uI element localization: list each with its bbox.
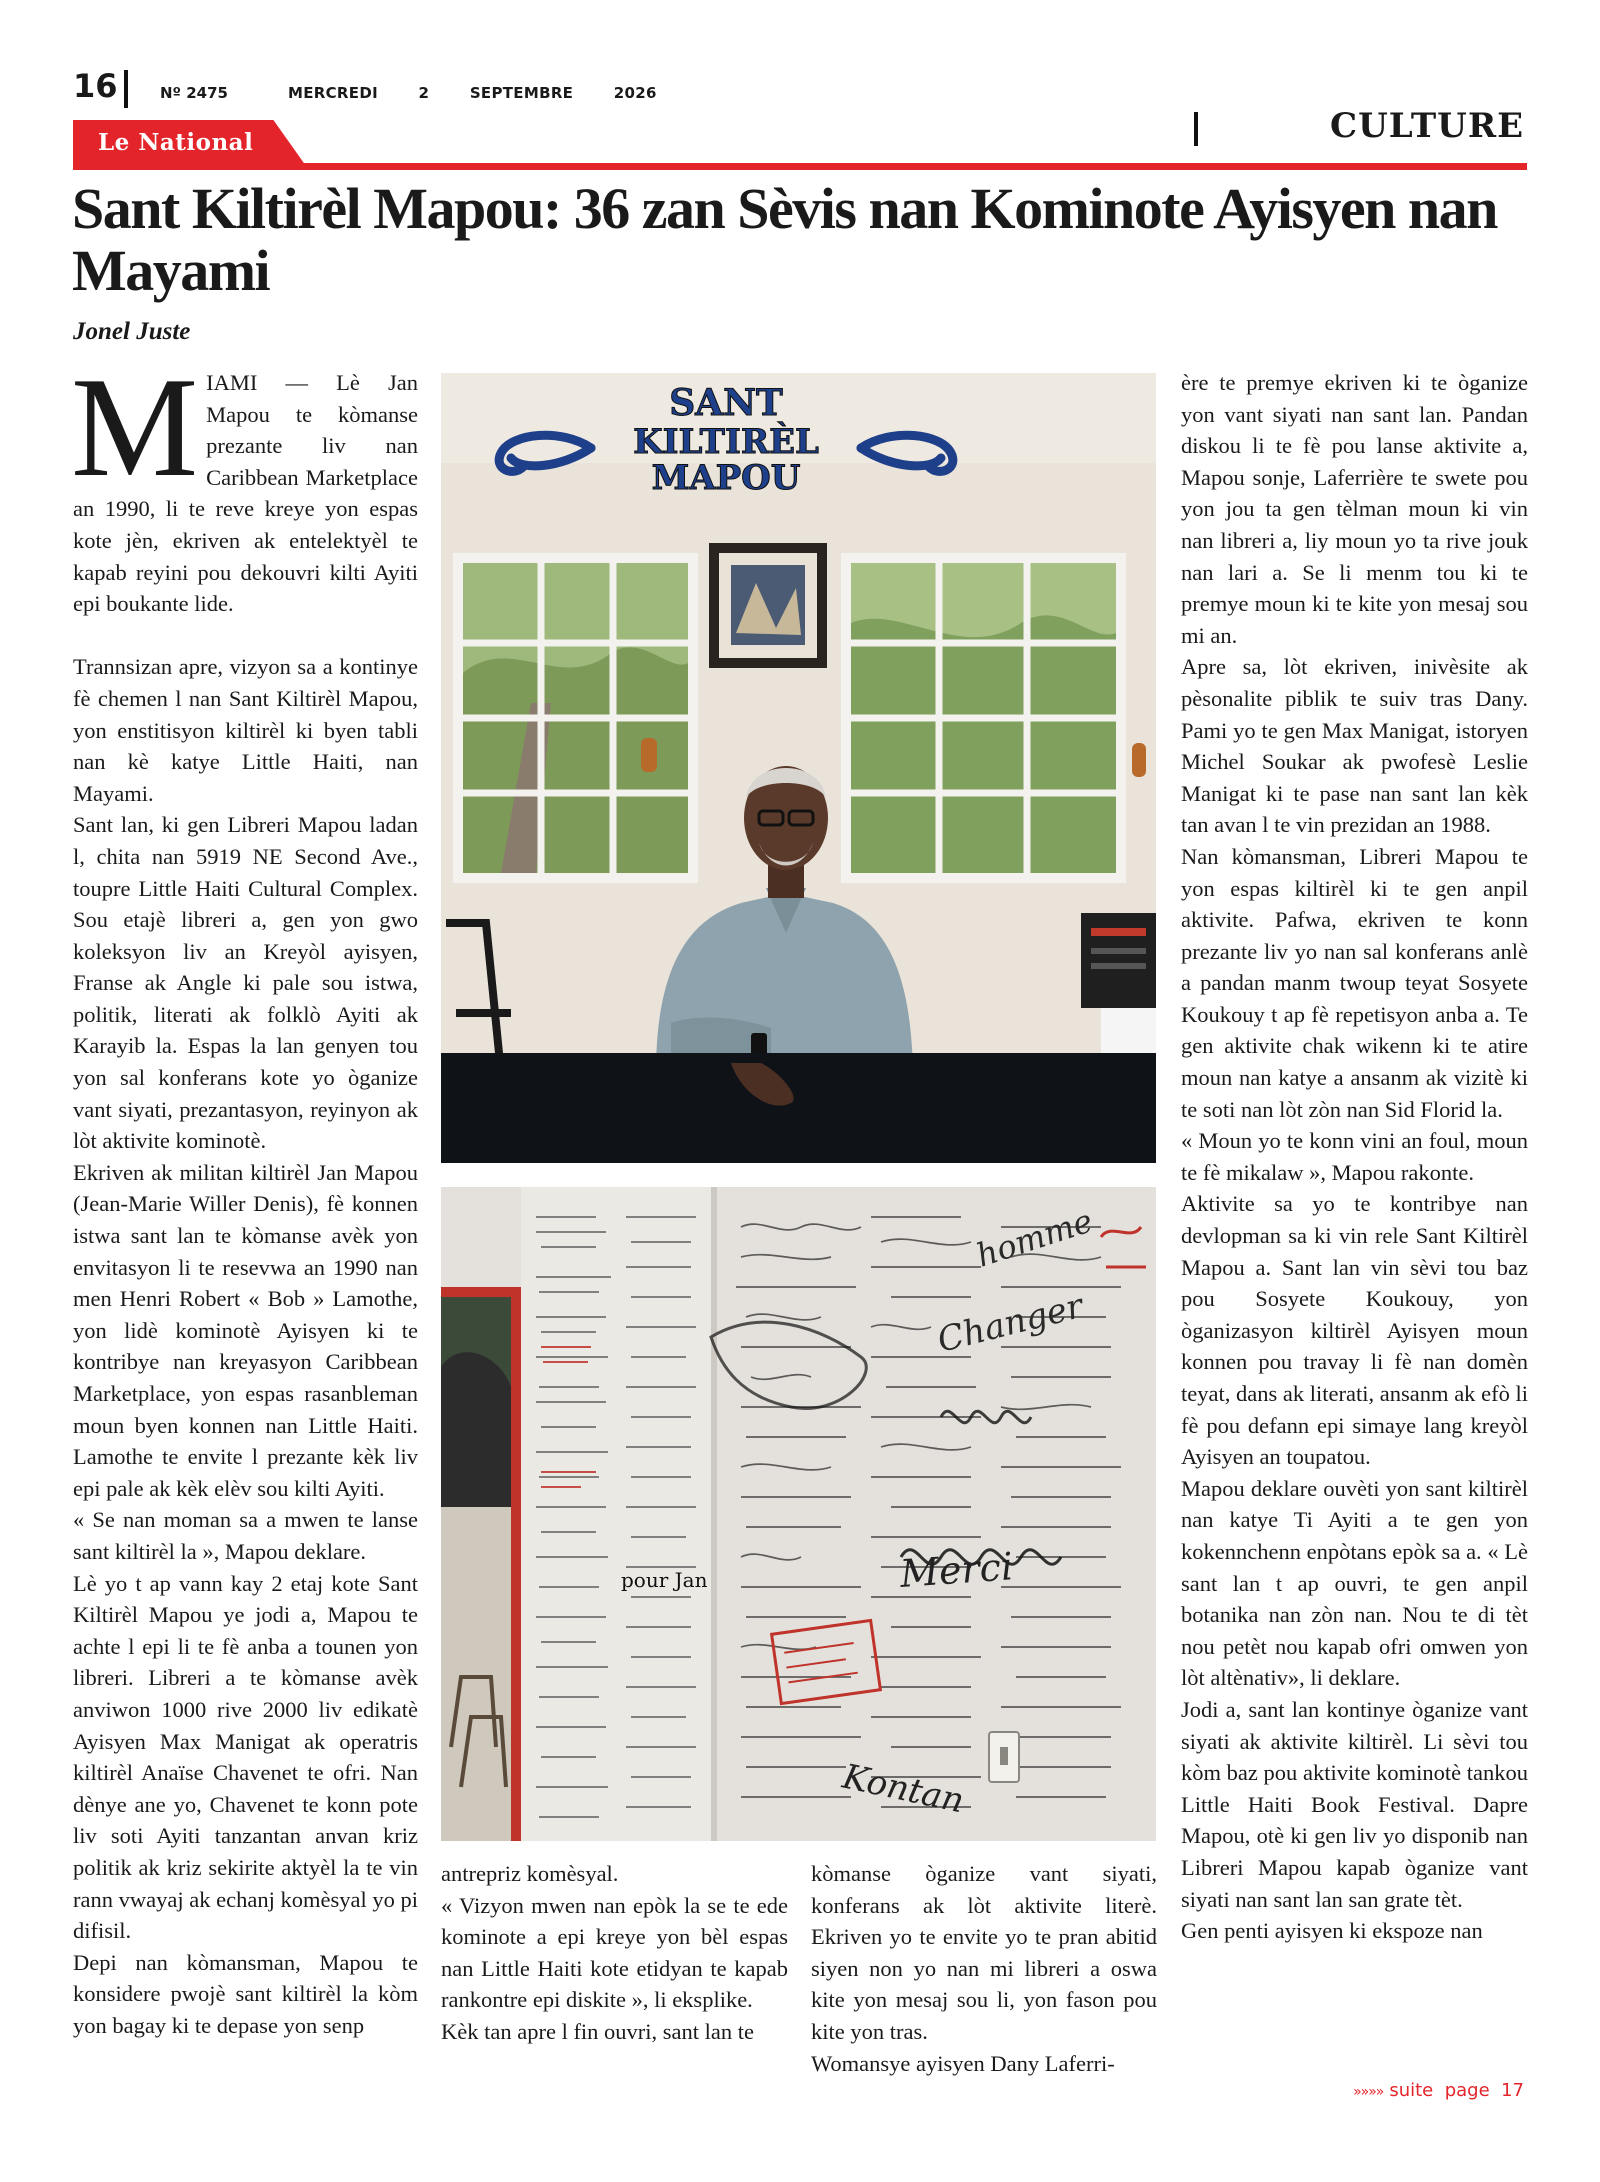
article-column-2 xyxy=(441,1858,788,2048)
paragraph: Sant lan, ki gen Libreri Mapou ladan l, chita nan 5919 NE Second Ave., toupre Little Haiti Cultural Complex. Sou etajè libreri a, gen yon gwo koleksyon liv an Kreyòl ayisyen, Franse ak Angle ki pale sou istwa, politik, literati ak folklò Ayiti ak Karayib la. Espas la lan genyen tou yon sal konferans kote yo òganize vant siyati, prezantasyon, reyinyon ak lòt aktivite kominotè. xyxy=(73,812,418,1154)
window-left xyxy=(453,553,698,883)
paragraph: Apre sa, lòt ekriven, inivèsite ak pèsonalite piblik te suiv tras Dany. Pami yo te gen Max Manigat, istoryen Michel Soukar ak pwofesè Leslie Manigat ki te pase nan sant lan kèk tan avan l te vin prezidan an 1988. xyxy=(1181,654,1528,838)
paragraph: Nan kòmansman, Libreri Mapou te yon espas kiltirèl ki te gen anpil aktivite. Pafwa, ekriven te konn prezante liv yo nan sal konferans anlè a pandan manm twoup teyat Sosyete Koukouy t ap fè repetisyon anba a. Te gen aktivite chak wikenn ki te atire moun nan katye a ansanm ak vizitè ki te soti nan lòt zòn nan Sid Florid la. xyxy=(1181,843,1528,1122)
doorway xyxy=(441,1287,521,1841)
section-divider xyxy=(1194,112,1198,146)
wall-pillar xyxy=(521,1187,716,1841)
header-divider xyxy=(124,70,128,108)
continued-on-page[interactable] xyxy=(1353,2080,1524,2101)
paragraph: antrepriz komèsyal. xyxy=(441,1861,619,1886)
wall-word: Merci xyxy=(898,1544,1015,1596)
continue-label: suite page 17 xyxy=(1389,2080,1524,2101)
black-table xyxy=(441,1053,1156,1163)
photo-signed-wall xyxy=(441,1187,1156,1841)
paragraph: Aktivite sa yo te kontribye nan devlopman sa ki vin rele Sant Kiltirèl Mapou a. Sant lan vin sèvi tou baz pou Sosyete Koukouy, yon òganizasyon kiltirèl Ayisyen moun konnen pou travay li fè nan domèn teyat, dans ak literati, ansanm ak efò li fè pou defann epi simaye lang kreyòl Ayisyen an toupatou. xyxy=(1181,1191,1528,1470)
wall-decor xyxy=(1132,743,1146,777)
article-headline: Sant Kiltirèl Mapou: 36 zan Sèvis nan Kominote Ayisyen nan Mayami xyxy=(72,176,1497,303)
sign-text-line1: SANT xyxy=(669,382,783,424)
sign-text-line2: KILTIRÈL xyxy=(633,422,819,462)
paragraph: Mapou deklare ouvèti yon sant kiltirèl nan katye Ti Ayiti a te gen yon kokennchenn enpòtans epòk sa a. « Lè sant lan t ap ouvri, te gen anpil botanika nan zòn nan. Nou te di tèt nou petèt nou kapab ofri omwen yon lòt altènativ», li deklare. xyxy=(1181,1475,1528,1691)
publication-name: Le National xyxy=(98,129,254,156)
article-column-1 xyxy=(71,348,418,2041)
paragraph: Ekriven ak militan kiltirèl Jan Mapou (Jean-Marie Willer Denis), fè konnen istwa sant lan te kòmanse avèk yon envitasyon li te resevwa an 1990 nan men Henri Robert « Bob » Lamothe, yon lidè kominotè Ayisyen ki te kontribye nan kreyasyon Caribbean Marketplace, yon espas rasanbleman moun byen konnen nan Little Haiti. Lamothe te envite l prezante kèk liv epi pale ak kèk elèv sou kilti Ayiti. xyxy=(73,1159,418,1501)
wall-word: homme xyxy=(971,1201,1098,1275)
article-column-4 xyxy=(1181,367,1528,1947)
paragraph: Womansye ayisyen Dany Laferri- xyxy=(811,2050,1115,2076)
section-name: CULTURE xyxy=(1330,106,1524,146)
issue-date: MERCREDI 2 SEPTEMBRE 2026 xyxy=(288,84,657,102)
paragraph: Depi nan kòmansman, Mapou te konsidere pwojè sant kiltirèl la kòm yon bagay ki te depase yon senp xyxy=(73,1949,418,2038)
paragraph: ère te premye ekriven ki te òganize yon vant siyati nan sant lan. Pandan diskou li te fè pou lanse aktivite a, Mapou sonje, Laferrière te swete pou yon jou ta gen tèlman moun ki vin nan libreri a, liy moun yo ta rive jouk nan lari a. Se li menm tou ki te premye moun ki te kite yon mesaj sou mi an. xyxy=(1181,370,1528,648)
paragraph: Lè yo t ap vann kay 2 etaj kote Sant Kiltirèl Mapou ye jodi a, Mapou te achte l epi li te fè anba a tounen yon libreri. Libreri a te kòmanse avèk anviwon 1000 rive 2000 liv edikatè Ayisyen Max Manigat ak operatris kiltirèl Anaïse Chavenet te ofri. Nan dènye ane yo, Chavenet te konn pote liv soti Ayiti tanzantan anvan kriz politik ak kriz sekirite aktyèl la te vin rann vwayaj ak echanj komèsyal yo pi difisil. xyxy=(73,1570,418,1944)
window-right xyxy=(841,553,1126,883)
wall-word: Kontan xyxy=(839,1756,968,1822)
paragraph: « Moun yo te konn vini an foul, moun te fè mikalaw », Mapou rakonte. xyxy=(1181,1128,1528,1185)
page-number: 16 xyxy=(73,67,118,105)
framed-artwork xyxy=(709,543,827,668)
wall-decor xyxy=(641,738,657,772)
paragraph: Trannsizan apre, vizyon sa a kontinye fè chemen l nan Sant Kiltirèl Mapou, yon enstitisyon kiltirèl ki byen tabli nan kè katye Little Haiti, nan Mayami. xyxy=(73,654,418,806)
paragraph: « Vizyon mwen nan epòk la se te ede kominote a epi kreye yon bèl espas nan Little Haiti kote etidyan te kapab rankontre epi diskite », li eksplike. xyxy=(441,1892,788,2013)
paragraph: Gen penti ayisyen ki ekspoze nan xyxy=(1181,1918,1483,1944)
article-byline: Jonel Juste xyxy=(73,318,191,345)
article-column-3 xyxy=(811,1858,1157,2079)
lead-paragraph: MIAMI — Lè Jan Mapou te kòmanse prezante liv nan Caribbean Marketplace an 1990, li te reve kreye yon espas kote jèn, ekriven ak entelektyèl te kapab reyini pou dekouvri kilti Ayiti epi boukante lide. xyxy=(71,348,418,617)
paragraph: Jodi a, sant lan kontinye òganize vant siyati ak aktivite kiltirèl. Li sèvi tou kòm baz pou aktivite kominotè tankou Little Haiti Book Festival. Dapre Mapou, otè ki gen liv yo disponib nan Libreri Mapou kapab òganize vant siyati nan sant lan san grate tèt. xyxy=(1181,1696,1528,1912)
drop-cap: M xyxy=(71,348,199,506)
paragraph: « Se nan moman sa a mwen te lanse sant kiltirèl la », Mapou deklare. xyxy=(73,1507,418,1564)
sign-text-line3: MAPOU xyxy=(651,458,801,498)
continue-arrows-icon: »»»» xyxy=(1353,2084,1384,2100)
wall-word: Changer xyxy=(933,1286,1087,1361)
wall-word: pour Jan xyxy=(621,1568,708,1592)
issue-number: Nº 2475 xyxy=(160,84,228,102)
photo-mapou-seated xyxy=(441,373,1156,1163)
paragraph: Kèk tan apre l fin ouvri, sant lan te xyxy=(441,2018,755,2044)
paragraph: kòmanse òganize vant siyati, konferans ak lòt aktivite literè. Ekriven yo te envite yo te pran abitid siyen non yo nan mi libreri a oswa kite yon mesaj sou li, yon fason pou kite yon tras. xyxy=(811,1861,1157,2044)
